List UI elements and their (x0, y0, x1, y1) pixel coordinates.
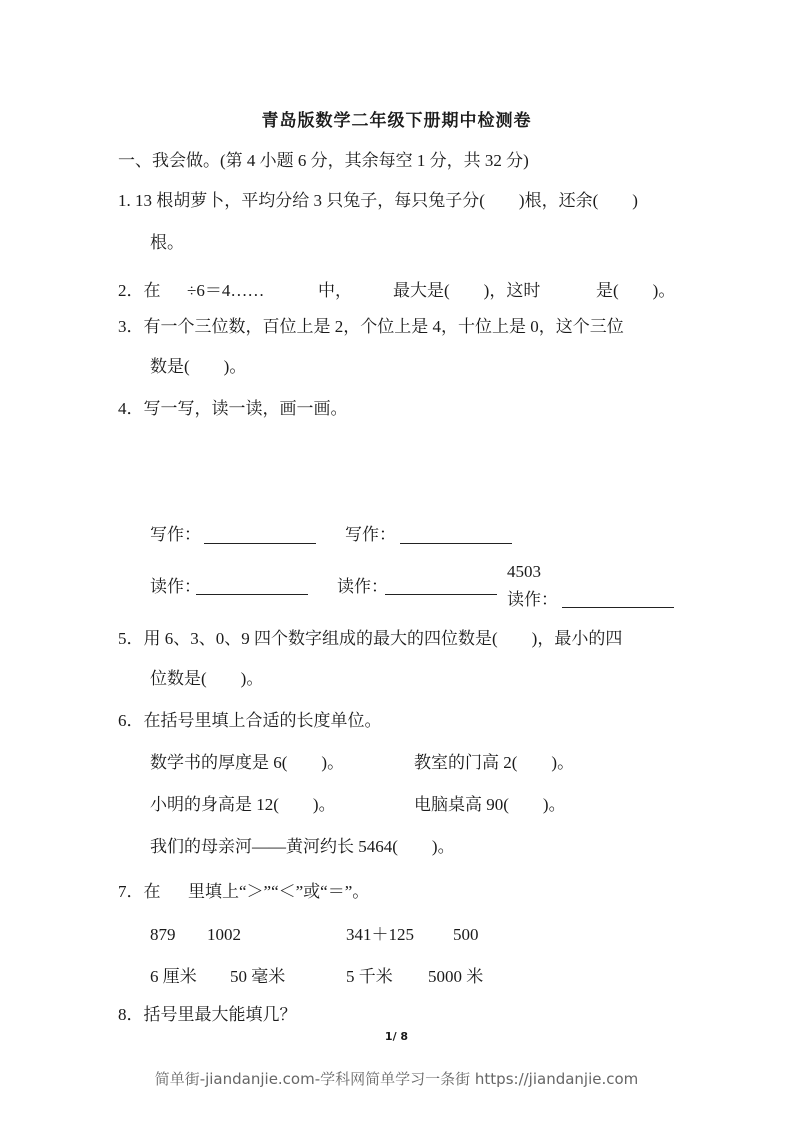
question-2-expression: ÷6＝4…… (187, 281, 265, 300)
question-6-heading: 6．在括号里填上合适的长度单位。 (118, 711, 382, 730)
question-7-label: 7．在 (118, 882, 161, 901)
question-5-line-2: 位数是( )。 (150, 669, 264, 688)
question-2-part-3: 是( )。 (596, 281, 676, 300)
question-3-line-1: 3．有一个三位数，百位上是 2，个位上是 4，十位上是 0，这个三位 (118, 317, 624, 336)
compare-4-right: 5000 米 (428, 967, 484, 986)
question-7-instruction: 里填上“＞”“＜”或“＝”。 (188, 882, 370, 901)
question-6-item-1: 数学书的厚度是 6( )。 (150, 753, 345, 772)
question-6-item-4: 电脑桌高 90( )。 (414, 795, 566, 814)
write-blank-1[interactable] (204, 527, 316, 544)
question-2-mid: 中， (318, 281, 352, 300)
write-label-1: 写作： (150, 525, 201, 544)
question-6-item-5: 我们的母亲河——黄河约长 5464( )。 (150, 837, 455, 856)
question-6-item-2: 教室的门高 2( )。 (414, 753, 575, 772)
section-heading: 一、我会做。(第 4 小题 6 分，其余每空 1 分，共 32 分) (118, 151, 529, 170)
number-4503: 4503 (507, 562, 541, 581)
read-blank-1[interactable] (196, 578, 308, 595)
document-title: 青岛版数学二年级下册期中检测卷 (261, 111, 532, 131)
read-blank-3[interactable] (562, 591, 674, 608)
compare-4-left: 5 千米 (346, 967, 393, 986)
question-2-part-2: 最大是( )，这时 (393, 281, 541, 300)
question-2-label: 2．在 (118, 281, 161, 300)
compare-1-left: 879 (150, 925, 176, 944)
footer-watermark: 简单街-jiandanjie.com-学科网简单学习一条街 https://jiandanjie.com (154, 1070, 639, 1088)
question-1-line-2: 根。 (150, 233, 184, 252)
compare-2-right: 500 (453, 925, 479, 944)
question-4-heading: 4．写一写，读一读，画一画。 (118, 399, 348, 418)
question-3-line-2: 数是( )。 (150, 357, 247, 376)
page-number: 1/ 8 (384, 1030, 409, 1043)
compare-3-right: 50 毫米 (230, 967, 286, 986)
compare-1-right: 1002 (207, 925, 241, 944)
question-6-item-3: 小明的身高是 12( )。 (150, 795, 336, 814)
read-label-3: 读作： (507, 590, 558, 609)
question-5-line-1: 5．用 6、3、0、9 四个数字组成的最大的四位数是( )，最小的四 (118, 629, 623, 648)
compare-3-left: 6 厘米 (150, 967, 197, 986)
question-8-heading: 8．括号里最大能填几？ (118, 1005, 297, 1024)
question-1-line-1: 1. 13 根胡萝卜，平均分给 3 只兔子，每只兔子分( )根，还余( ) (118, 191, 638, 210)
write-label-2: 写作： (345, 525, 396, 544)
read-label-1: 读作： (150, 577, 201, 596)
compare-2-left: 341＋125 (346, 925, 414, 944)
read-blank-2[interactable] (385, 578, 497, 595)
read-label-2: 读作： (337, 577, 388, 596)
write-blank-2[interactable] (400, 527, 512, 544)
